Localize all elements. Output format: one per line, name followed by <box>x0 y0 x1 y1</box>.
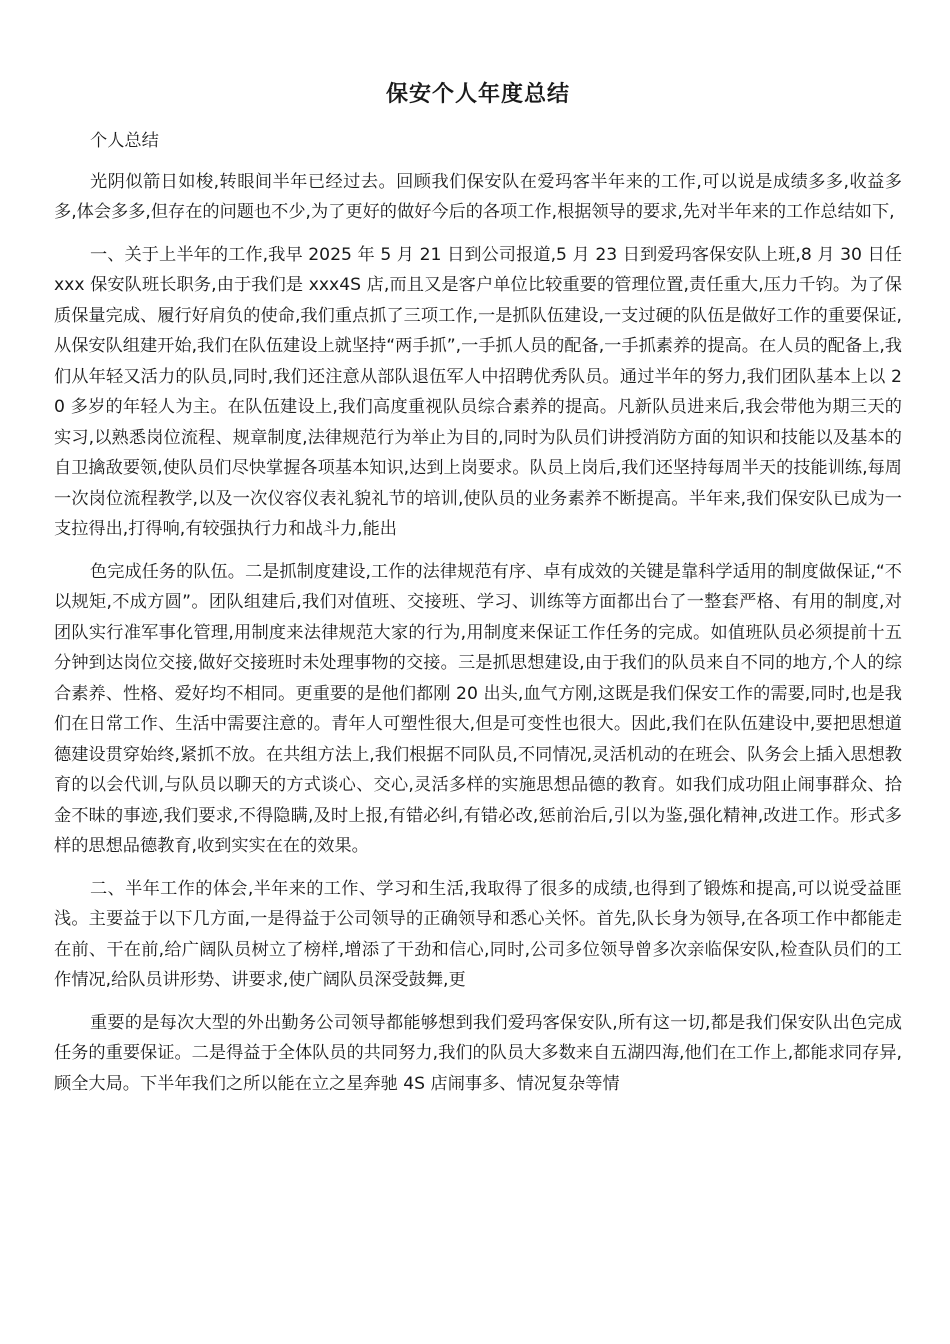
paragraph-intro: 光阴似箭日如梭,转眼间半年已经过去。回顾我们保安队在爱玛客半年来的工作,可以说是成绩多多,收益多多,体会多多,但存在的问题也不少,为了更好的做好今后的各项工作,根据领导的要求,先对半年来的工作总结如下, <box>54 171 902 222</box>
section-heading: 个人总结 <box>90 131 159 151</box>
paragraph-experience: 二、半年工作的体会,半年来的工作、学习和生活,我取得了很多的成绩,也得到了锻炼和提高,可以说受益匪浅。主要益于以下几方面,一是得益于公司领导的正确领导和悉心关怀。首先,队长身为领导,在各项工作中都能走在前、干在前,给广阔队员树立了榜样,增添了干劲和信心,同时,公司多位领导曾多次亲临保安队,检查队员们的工作情况,给队员讲形势、讲要求,使广阔队员深受鼓舞,更 <box>54 878 902 990</box>
paragraph-first-half-work: 一、关于上半年的工作,我早 2025 年 5 月 21 日到公司报道,5 月 23 日到爱玛客保安队上班,8 月 30 日任 xxx 保安队班长职务,由于我们是 xxx4S 店,而且又是客户单位比较重要的管理位置,责任重大,压力千钧。为了保质保量完成、履行好肩负的使命,我们重点抓了三项工作,一是抓队伍建设,一支过硬的队伍是做好工作的重要保证,从保安队组建开始,我们在队伍建设上就坚持“两手抓”,一手抓人员的配备,一手抓素养的提高。在人员的配备上,我们从年轻又活力的队员,同时,我们还注意从部队退伍军人中招聘优秀队员。通过半年的努力,我们团队基本上以 20 多岁的年轻人为主。在队伍建设上,我们高度重视队员综合素养的提高。凡新队员进来后,我会带他为期三天的实习,以熟悉岗位流程、规章制度,法律规范行为举止为目的,同时为队员们讲授消防方面的知识和技能以及基本的自卫擒敌要领,使队员们尽快掌握各项基本知识,达到上岗要求。队员上岗后,我们还坚持每周半天的技能训练,每周一次岗位流程教学,以及一次仪容仪表礼貌礼节的培训,使队员的业务素养不断提高。半年来,我们保安队已成为一支拉得出,打得响,有较强执行力和战斗力,能出 <box>54 244 902 539</box>
document-title: 保安个人年度总结 <box>385 82 570 107</box>
paragraph-team-effort: 重要的是每次大型的外出勤务公司领导都能够想到我们爱玛客保安队,所有这一切,都是我们保安队出色完成任务的重要保证。二是得益于全体队员的共同努力,我们的队员大多数来自五湖四海,他们在工作上,都能求同存异,顾全大局。下半年我们之所以能在立之星奔驰 4S 店闹事多、情况复杂等情 <box>54 1012 902 1094</box>
paragraph-system-building: 色完成任务的队伍。二是抓制度建设,工作的法律规范有序、卓有成效的关键是靠科学适用的制度做保证,“不以规矩,不成方圆”。团队组建后,我们对值班、交接班、学习、训练等方面都出台了一整套严格、有用的制度,对团队实行准军事化管理,用制度来法律规范大家的行为,用制度来保证工作任务的完成。如值班队员必须提前十五分钟到达岗位交接,做好交接班时未处理事物的交接。三是抓思想建设,由于我们的队员来自不同的地方,个人的综合素养、性格、爱好均不相同。更重要的是他们都刚 20 出头,血气方刚,这既是我们保安工作的需要,同时,也是我们在日常工作、生活中需要注意的。青年人可塑性很大,但是可变性也很大。因此,我们在队伍建设中,要把思想道德建设贯穿始终,紧抓不放。在共组方法上,我们根据不同队员,不同情况,灵活机动的在班会、队务会上插入思想教育的以会代训,与队员以聊天的方式谈心、交心,灵活多样的实施思想品德的教育。如我们成功阻止闹事群众、拾金不昧的事迹,我们要求,不得隐瞒,及时上报,有错必纠,有错必改,惩前治后,引以为鉴,强化精神,改进工作。形式多样的思想品德教育,收到实实在在的效果。 <box>54 561 902 856</box>
